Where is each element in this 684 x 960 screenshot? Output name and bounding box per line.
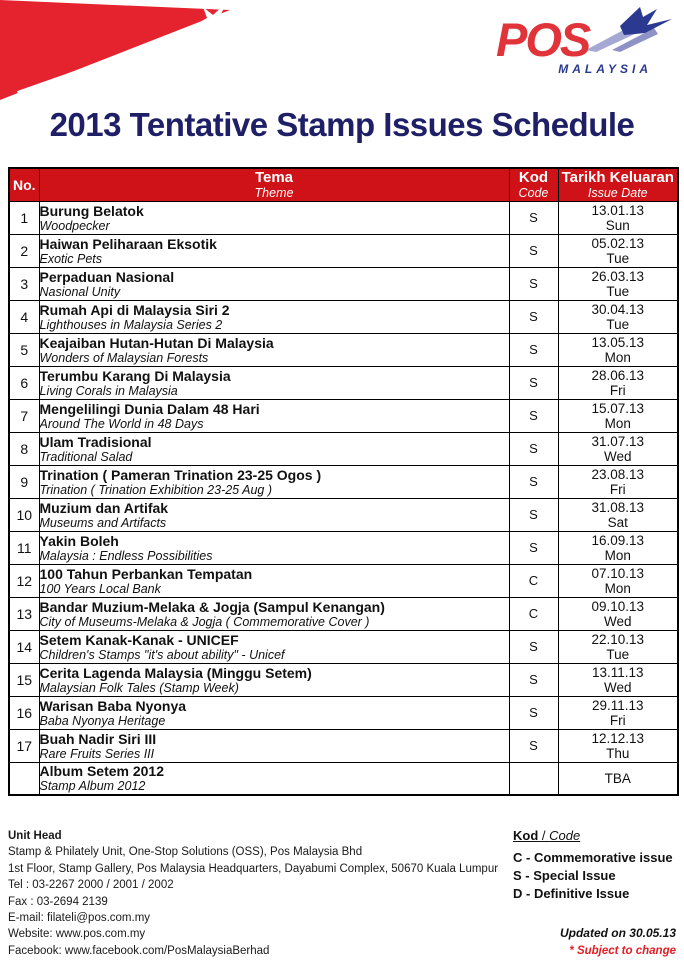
pos-malaysia-logo [490,10,670,82]
code-cell: S [509,333,558,366]
issue-date-text: 13.11.13 [591,664,644,680]
logo-bird-shape [620,7,672,35]
row-number-cell: 6 [9,366,39,399]
theme-malay-text: Haiwan Peliharaan Eksotik [39,235,217,252]
row-number-cell: 13 [9,597,39,630]
date-cell [558,564,678,597]
theme-cell [39,333,509,366]
theme-cell [39,597,509,630]
issue-day-text: Tue [606,646,630,662]
theme-cell [39,267,509,300]
contact-line-website: Website: www.pos.com.my [8,928,146,941]
issue-day-text: Sat [607,514,628,530]
logo-malaysia-text: MALAYSIA [558,62,652,76]
code-cell: S [509,630,558,663]
code-cell: S [509,300,558,333]
theme-english-text: Stamp Album 2012 [39,779,146,794]
legend-heading [513,828,673,844]
header-row [9,168,678,201]
issue-day-text: Tue [606,283,630,299]
theme-english-text: 100 Years Local Bank [39,581,161,596]
code-cell: S [509,465,558,498]
theme-malay-text: Bandar Muzium-Melaka & Jogja (Sampul Kenangan) [39,598,385,615]
contact-line-facebook: Facebook: www.facebook.com/PosMalaysiaBerhad [8,944,270,957]
date-cell [558,465,678,498]
issue-day-text: Mon [604,547,631,563]
code-cell: S [509,663,558,696]
theme-english-text: Exotic Pets [39,251,103,266]
code-cell: S [509,696,558,729]
date-cell [558,762,678,795]
row-number-cell: 14 [9,630,39,663]
code-cell: S [509,729,558,762]
table-row [9,696,678,729]
issue-day-text: Wed [603,679,632,695]
row-number-cell: 12 [9,564,39,597]
col-header-date [558,168,678,201]
row-number-cell: 2 [9,234,39,267]
code-cell: S [509,399,558,432]
col-header-code [509,168,558,201]
date-cell [558,531,678,564]
legend-item-special: S - Special Issue [513,868,616,883]
table-row [9,267,678,300]
col-header-kod-my: Kod [518,168,549,186]
row-number-cell: 5 [9,333,39,366]
row-number-cell [9,762,39,795]
date-cell [558,696,678,729]
issue-day-text: Mon [604,415,631,431]
table-row [9,531,678,564]
code-cell: S [509,531,558,564]
row-number-cell: 10 [9,498,39,531]
row-number-cell: 15 [9,663,39,696]
theme-malay-text: Burung Belatok [39,202,144,219]
contact-line-email: E-mail: filateli@pos.com.my [8,912,151,925]
theme-english-text: Malaysia : Endless Possibilities [39,548,213,563]
row-number-cell: 8 [9,432,39,465]
col-header-issue-date-en: Issue Date [587,185,648,200]
theme-english-text: Rare Fruits Series III [39,746,155,761]
code-cell: S [509,267,558,300]
code-cell: S [509,234,558,267]
row-number-cell: 7 [9,399,39,432]
row-number-cell: 1 [9,201,39,234]
theme-english-text: Children's Stamps "it's about ability" - Unicef [39,647,285,662]
code-cell [509,762,558,795]
theme-malay-text: Rumah Api di Malaysia Siri 2 [39,301,230,318]
table-row [9,630,678,663]
theme-english-text: Malaysian Folk Tales (Stamp Week) [39,680,239,695]
legend-heading-sep: / [538,828,550,843]
table-row [9,234,678,267]
theme-cell [39,366,509,399]
table-row [9,366,678,399]
issue-date-text: 30.04.13 [591,301,645,317]
theme-malay-text: Terumbu Karang Di Malaysia [39,367,231,384]
contact-line-address: 1st Floor, Stamp Gallery, Pos Malaysia Headquarters, Dayabumi Complex, 50670 Kuala Lumpur [8,862,499,875]
table-row [9,597,678,630]
contact-line-tel: Tel : 03-2267 2000 / 2001 / 2002 [8,879,174,892]
table-row [9,663,678,696]
theme-malay-text: Album Setem 2012 [39,763,164,780]
col-header-theme-en: Theme [254,185,294,200]
logo-bird-icon [582,4,674,54]
date-cell [558,498,678,531]
subject-to-change-note: * Subject to change [569,945,676,957]
theme-english-text: Trination ( Trination Exhibition 23-25 Aug ) [39,482,273,497]
theme-english-text: Living Corals in Malaysia [39,383,178,398]
date-cell [558,597,678,630]
table-row [9,300,678,333]
theme-malay-text: Ulam Tradisional [39,433,152,450]
legend-item-commemorative: C - Commemorative issue [513,850,673,865]
table-row [9,432,678,465]
table-row [9,762,678,795]
issue-date-text: 22.10.13 [591,631,645,647]
theme-english-text: City of Museums-Melaka & Jogja ( Commemorative Cover ) [39,614,370,629]
updated-note [560,924,676,960]
page-title: 2013 Tentative Stamp Issues Schedule [49,106,635,143]
issue-date-text: 15.07.13 [591,400,645,416]
row-number-cell: 16 [9,696,39,729]
code-cell: C [509,564,558,597]
theme-english-text: Nasional Unity [39,284,121,299]
theme-cell [39,531,509,564]
issue-date-text: 26.03.13 [591,268,645,284]
legend-item-definitive: D - Definitive Issue [513,886,630,901]
legend-heading-code: Code [549,828,581,843]
theme-english-text: Museums and Artifacts [39,515,167,530]
table-row [9,564,678,597]
schedule-table-body [9,201,678,795]
issue-day-text: Tue [606,250,630,266]
theme-cell [39,729,509,762]
issue-day-text: Fri [609,712,626,728]
date-cell [558,201,678,234]
red-swoosh-banner [0,0,240,100]
date-cell [558,729,678,762]
theme-english-text: Lighthouses in Malaysia Series 2 [39,317,223,332]
theme-malay-text: Warisan Baba Nyonya [39,697,187,714]
code-cell: S [509,432,558,465]
theme-malay-text: Cerita Lagenda Malaysia (Minggu Setem) [39,664,312,681]
theme-malay-text: Mengelilingi Dunia Dalam 48 Hari [39,400,260,417]
date-cell [558,267,678,300]
date-cell [558,663,678,696]
schedule-table-header [9,168,678,201]
theme-english-text: Wonders of Malaysian Forests [39,350,209,365]
issue-day-text: Wed [603,448,632,464]
row-number-cell: 17 [9,729,39,762]
code-cell: S [509,498,558,531]
table-row [9,729,678,762]
issue-date-text: 31.07.13 [591,433,645,449]
theme-cell [39,300,509,333]
issue-day-text: Mon [604,580,631,596]
issue-day-text: Mon [604,349,631,365]
issue-date-text: 31.08.13 [591,499,645,515]
col-header-theme [39,168,509,201]
issue-date-text: 07.10.13 [591,565,645,581]
updated-date: Updated on 30.05.13 [559,926,676,940]
theme-malay-text: Keajaiban Hutan-Hutan Di Malaysia [39,334,274,351]
issue-date-text: 13.01.13 [591,202,645,218]
theme-malay-text: Perpaduan Nasional [39,268,175,285]
issue-date-text: 16.09.13 [591,532,645,548]
contact-line-fax: Fax : 03-2694 2139 [8,895,108,908]
date-cell [558,234,678,267]
issue-date-text: 09.10.13 [591,598,645,614]
issue-day-text: Sun [605,217,630,233]
date-cell [558,399,678,432]
theme-cell [39,201,509,234]
theme-cell [39,399,509,432]
legend-heading-kod: Kod [513,828,539,843]
theme-malay-text: Trination ( Pameran Trination 23-25 Ogos ) [39,466,322,483]
code-legend [513,828,673,903]
row-number-cell: 11 [9,531,39,564]
theme-malay-text: Muzium dan Artifak [39,499,169,516]
issue-day-text: Wed [603,613,632,629]
issue-date-text: 23.08.13 [591,466,645,482]
table-row [9,465,678,498]
issue-date-text: 28.06.13 [591,367,645,383]
issue-day-text: Thu [606,745,630,761]
row-number-cell: 9 [9,465,39,498]
schedule-table [8,167,679,796]
theme-cell [39,663,509,696]
banner-wedge [0,0,230,100]
theme-cell [39,630,509,663]
date-cell [558,333,678,366]
theme-cell [39,696,509,729]
issue-date-text: 13.05.13 [591,334,645,350]
issue-date-text: TBA [604,770,631,786]
contact-line-unit: Stamp & Philately Unit, One-Stop Solutions (OSS), Pos Malaysia Bhd [8,846,363,859]
issue-date-text: 12.12.13 [591,730,645,746]
date-cell [558,366,678,399]
issue-day-text: Fri [609,481,626,497]
theme-cell [39,465,509,498]
col-header-tema-my: Tema [254,168,294,186]
theme-cell [39,762,509,795]
code-cell: S [509,366,558,399]
theme-english-text: Around The World in 48 Days [39,416,204,431]
contact-block [8,828,498,959]
table-row [9,399,678,432]
theme-cell [39,234,509,267]
date-cell [558,300,678,333]
theme-malay-text: Buah Nadir Siri III [39,730,157,747]
issue-day-text: Tue [606,316,630,332]
logo-pos-text: POS [496,13,590,66]
table-row [9,201,678,234]
col-header-no: No. [9,168,39,201]
col-header-tarikh-my: Tarikh Keluaran [561,168,674,186]
issue-day-text: Fri [609,382,626,398]
issue-date-text: 05.02.13 [591,235,645,251]
theme-english-text: Traditional Salad [39,449,133,464]
row-number-cell: 3 [9,267,39,300]
date-cell [558,630,678,663]
row-number-cell: 4 [9,300,39,333]
theme-malay-text: 100 Tahun Perbankan Tempatan [39,565,253,582]
contact-heading: Unit Head [8,830,62,842]
issue-date-text: 29.11.13 [591,697,644,713]
table-row [9,333,678,366]
date-cell [558,432,678,465]
code-cell: S [509,201,558,234]
code-cell: C [509,597,558,630]
col-header-code-en: Code [518,185,549,200]
theme-cell [39,498,509,531]
theme-cell [39,564,509,597]
theme-malay-text: Yakin Boleh [39,532,119,549]
table-row [9,498,678,531]
theme-english-text: Woodpecker [39,218,110,233]
theme-cell [39,432,509,465]
theme-malay-text: Setem Kanak-Kanak - UNICEF [39,631,239,648]
theme-english-text: Baba Nyonya Heritage [39,713,166,728]
